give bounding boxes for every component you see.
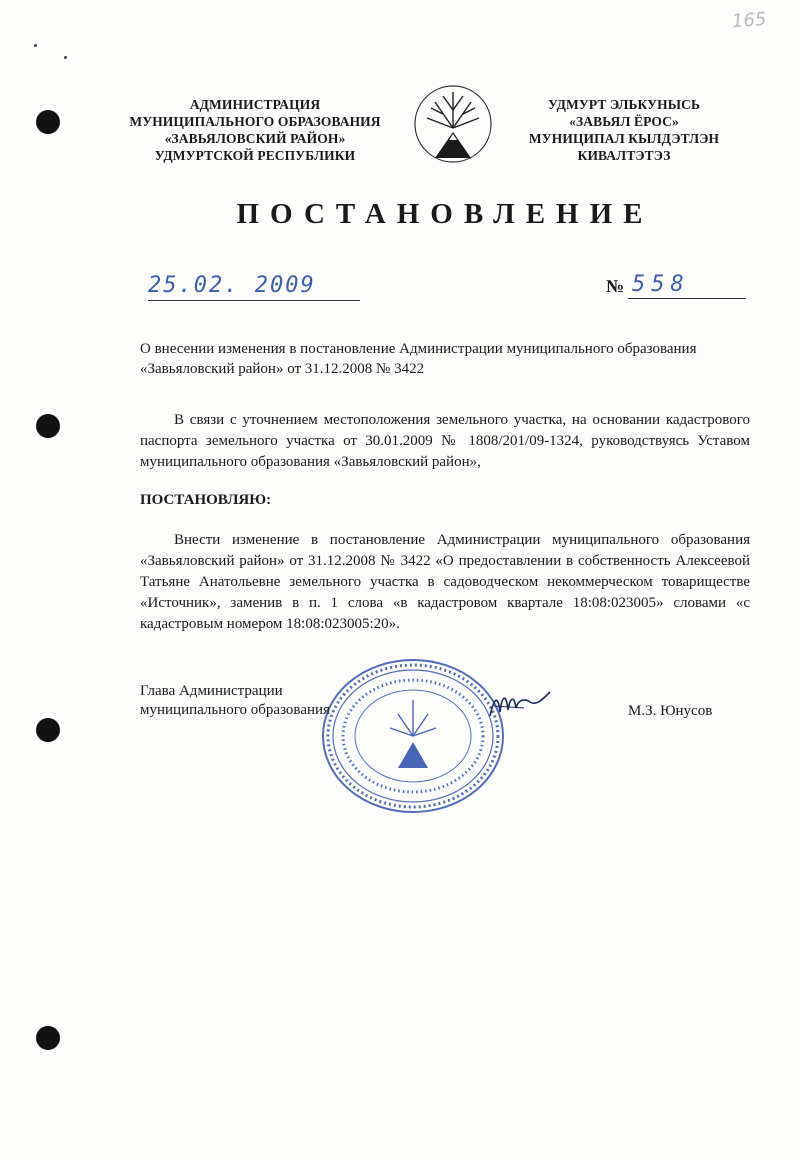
header-right-line: МУНИЦИПАЛ КЫЛДЭТЛЭН: [528, 131, 720, 146]
header-left-line: УДМУРТСКОЙ РЕСПУБЛИКИ: [154, 148, 356, 163]
header-right-line: УДМУРТ ЭЛЬКУНЫСЬ: [547, 97, 701, 112]
header-right-line: «ЗАВЬЯЛ ЁРОС»: [569, 114, 679, 129]
signature-title: [140, 682, 330, 720]
header-left-line: АДМИНИСТРАЦИЯ: [189, 97, 321, 112]
signature-title-line: Глава Администрации: [140, 683, 283, 699]
binder-hole: [36, 1026, 60, 1050]
signatory-name: М.З. Юнусов: [628, 703, 713, 719]
date-handwritten: 25.02. 2009: [148, 274, 360, 301]
header-left-line: «ЗАВЬЯЛОВСКИЙ РАЙОН»: [164, 131, 346, 146]
paragraph-order: Внести изменение в постановление Администрации муниципального образования «Завьяловский район» от 31.12.2008 № 3422 «О предоставлении в собственность Алексеевой Татьяне Анатольевне земельного участка в садоводческом некоммерческом товариществе «Источник», заменив в п. 1 слова «в кадастровом квартале 18:08:023005» словами «с кадастровым номером 18:08:023005:20».: [140, 532, 750, 632]
speck: [34, 44, 37, 47]
number-handwritten: 558: [628, 272, 746, 299]
official-stamp: [318, 656, 508, 816]
paragraph-basis: В связи с уточнением местоположения земельного участка, на основании кадастрового паспорта земельного участка от 30.01.2009 № 1808/201/09-1324, руководствуясь Уставом муниципального образования «Завьяловский район»,: [140, 412, 750, 470]
subject-line: О внесении изменения в постановление Администрации муниципального образования «Завьяловский район» от 31.12.2008 № 3422: [140, 341, 697, 377]
header-right-line: КИВАЛТЭТЭЗ: [577, 148, 671, 163]
binder-hole: [36, 110, 60, 134]
handwritten-signature: [484, 686, 554, 722]
decree-heading: ПОСТАНОВЛЯЮ:: [140, 492, 272, 508]
binder-hole: [36, 718, 60, 742]
header-left-line: МУНИЦИПАЛЬНОГО ОБРАЗОВАНИЯ: [129, 114, 381, 129]
number-label: №: [606, 276, 625, 296]
header-left: [110, 96, 400, 164]
signature-title-line: муниципального образования: [140, 702, 330, 718]
page-number: 165: [731, 8, 768, 33]
binder-hole: [36, 414, 60, 438]
coat-of-arms-emblem: [413, 80, 493, 170]
document-title: ПОСТАНОВЛЕНИЕ: [236, 198, 654, 230]
speck: [64, 56, 67, 59]
header-right: [494, 96, 754, 164]
